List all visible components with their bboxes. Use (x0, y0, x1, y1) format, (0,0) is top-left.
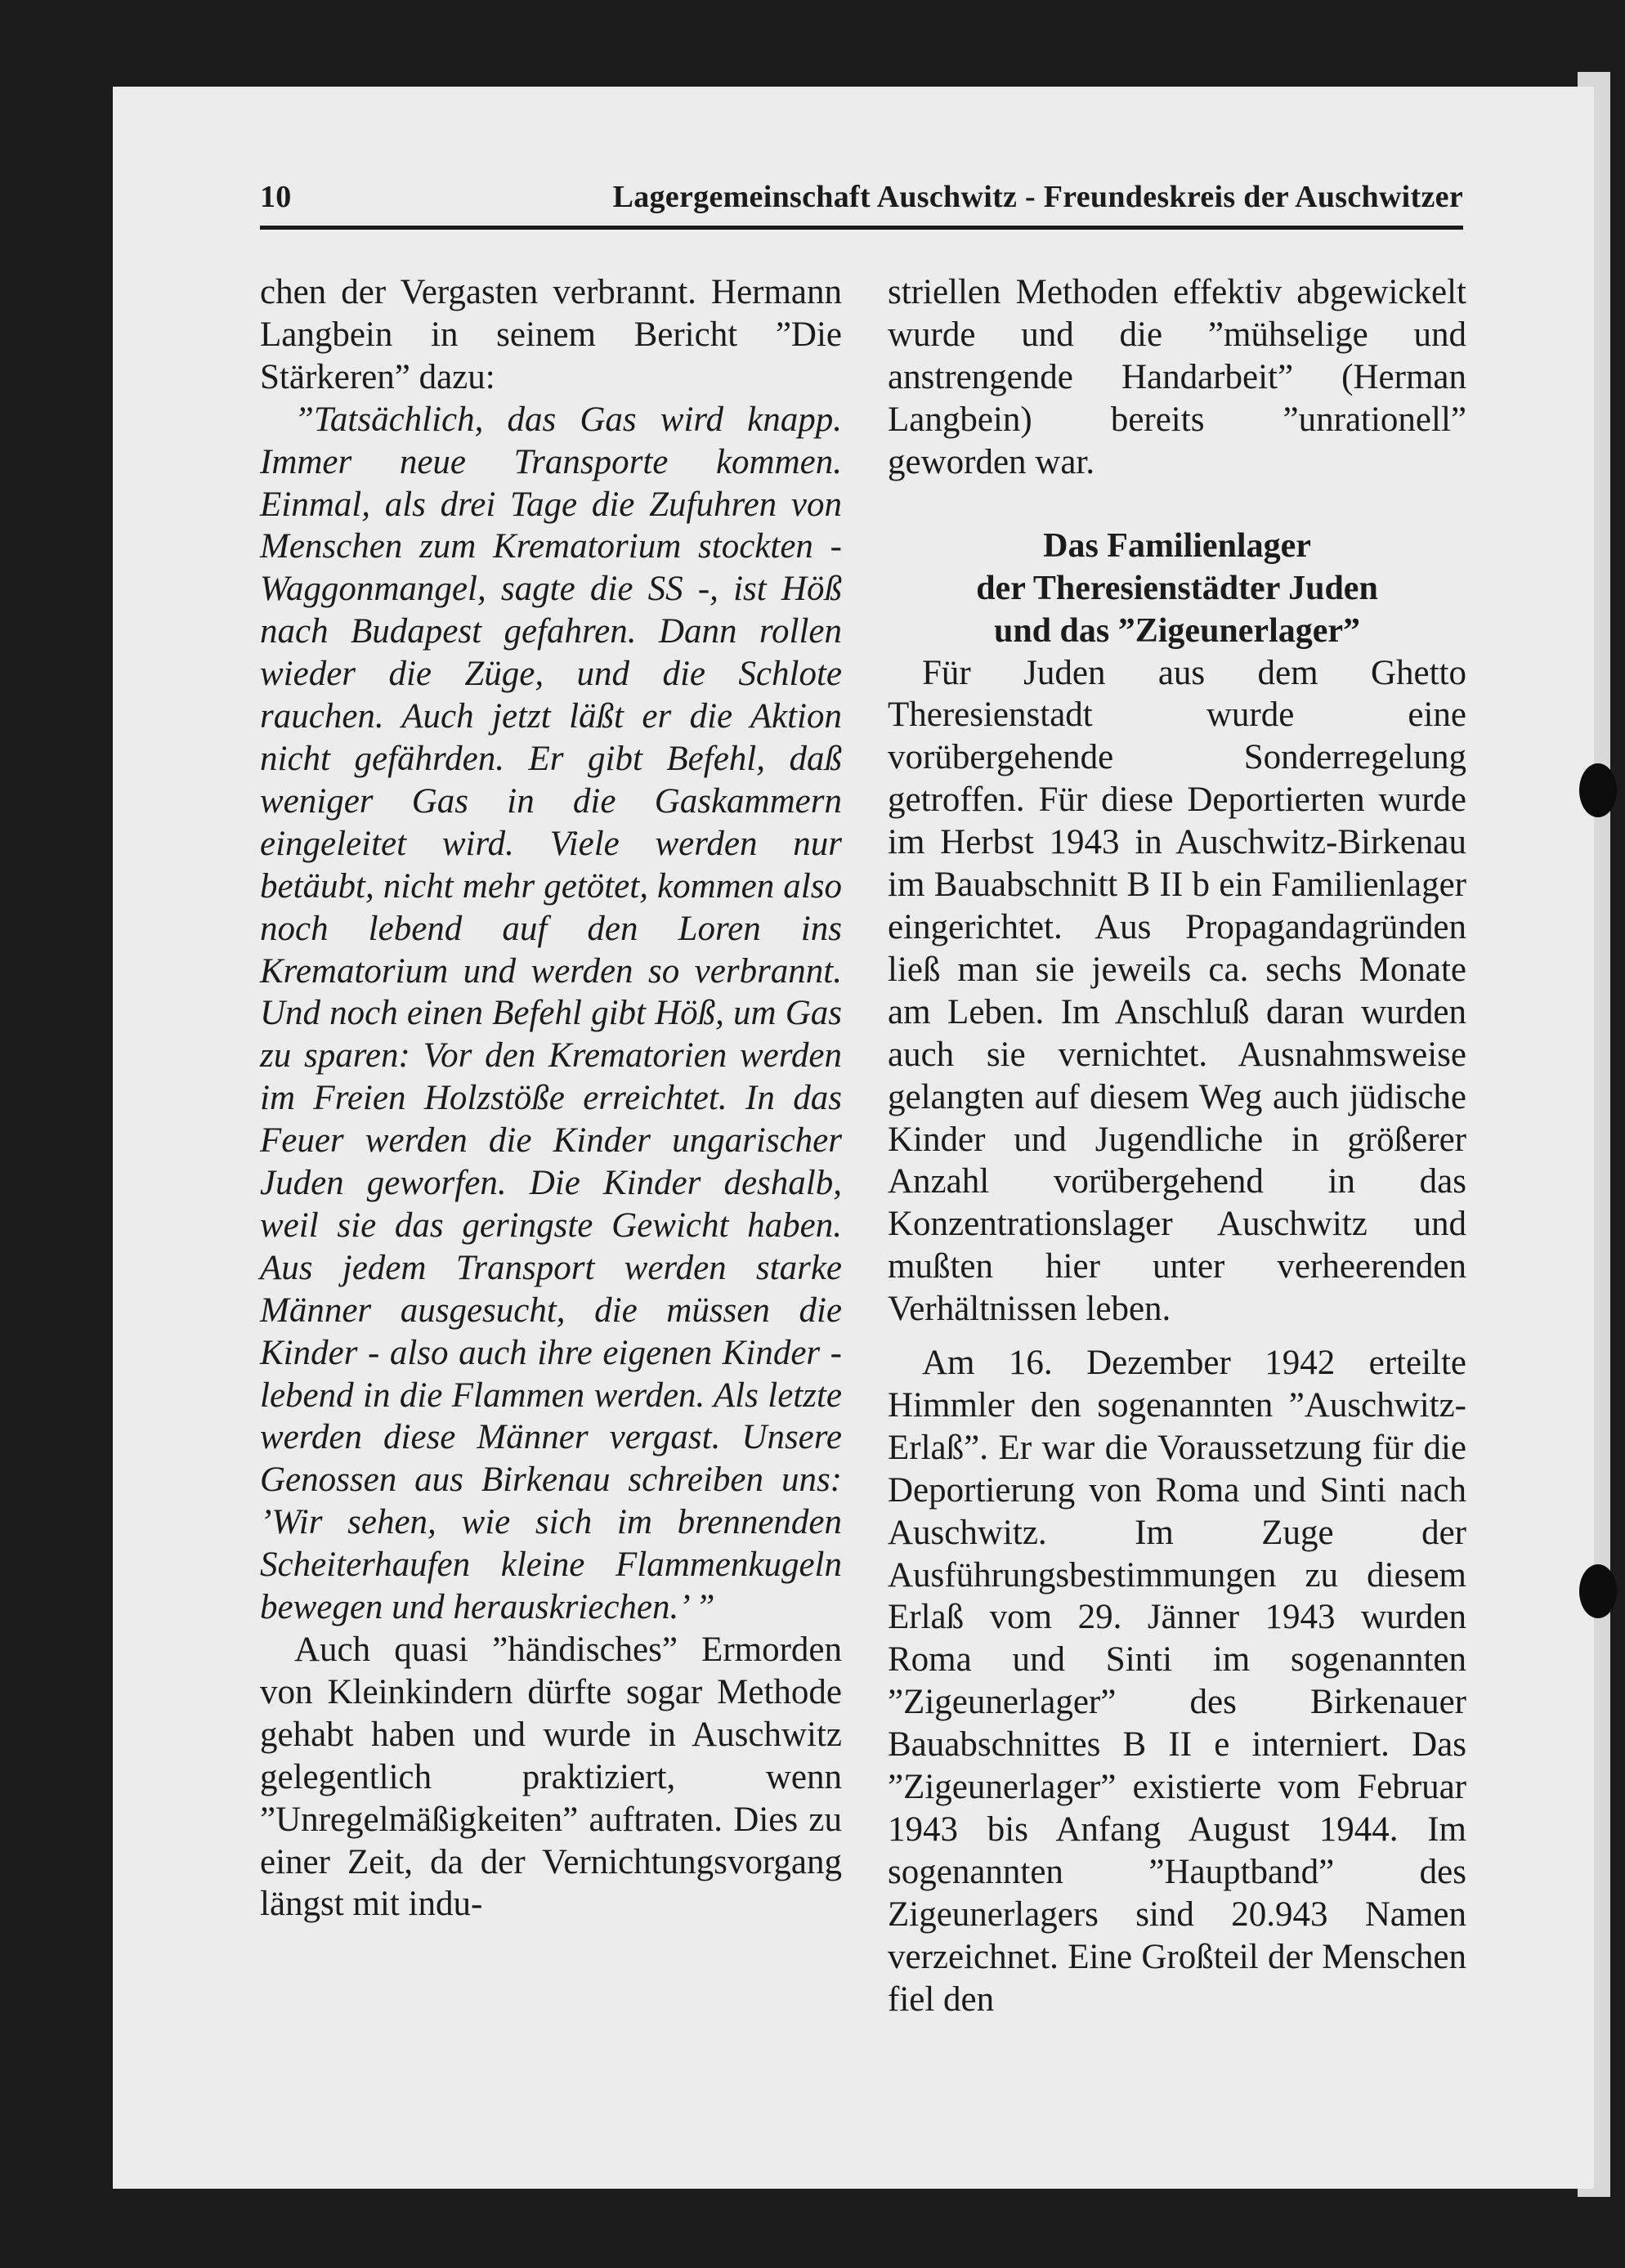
header-title: Lagergemeinschaft Auschwitz - Freundeskreis der Auschwitzer (612, 180, 1463, 214)
running-header (260, 168, 1463, 230)
heading-line-3: und das ”Zigeunerlager” (993, 611, 1361, 650)
punch-hole-lower (1579, 1564, 1617, 1618)
punch-hole-upper (1579, 763, 1617, 817)
right-paragraph-2: Für Juden aus dem Ghetto Theresienstadt wurde eine vorübergehende Sonderregelung getroffen. Für diese Deportierten wurde im Herbst 1943 in Auschwitz-Birkenau im Bauabschnitt B II b ein Familienlager eingerichtet. Aus Propagandagründen ließ man sie jeweils ca. sechs Monate am Leben. Im Anschluß daran wurden auch sie vernichtet. Ausnahmsweise gelangten auf diesem Weg auch jüdische Kinder und Jugendliche in größerer Anzahl vorübergehend in das Konzentrationslager Auschwitz und mußten hier unter verheerenden Verhältnissen leben. (888, 653, 1466, 1329)
document-page (113, 87, 1594, 2189)
heading-line-2: der Theresienstädter Juden (976, 569, 1378, 607)
right-paragraph-1: striellen Methoden effektiv abgewickelt wurde und die ”mühselige und anstrengende Handarbeit” (Herman Langbein) bereits ”unrationell” geworden war. (888, 273, 1466, 481)
langbein-quote: ”Tatsächlich, das Gas wird knapp. Immer neue Transporte kommen. Einmal, als drei Tage die Zufuhren von Menschen zum Krematorium stockten - Waggonmangel, sagte die SS -, ist Höß nach Budapest gefahren. Dann rollen wieder die Züge, und die Schlote rauchen. Auch jetzt läßt er die Aktion nicht gefährden. Er gibt Befehl, daß weniger Gas in die Gaskammern eingeleitet wird. Viele werden nur betäubt, nicht mehr getötet, kommen also noch lebend auf den Loren ins Krematorium und werden so verbrannt. Und noch einen Befehl gibt Höß, um Gas zu sparen: Vor den Krematorien werden im Freien Holzstöße erreichtet. In das Feuer werden die Kinder ungarischer Juden geworfen. Die Kinder deshalb, weil sie das geringste Gewicht haben. Aus jedem Transport werden starke Männer ausgesucht, die müssen die Kinder - also auch ihre eigenen Kinder - lebend in die Flammen werden. Als letzte werden diese Männer vergast. Unsere Genossen aus Birkenau schreiben uns: ’Wir sehen, wie sich im brennenden Scheiterhaufen kleine Flammenkugeln bewegen und herauskriechen.’ ” (260, 400, 842, 1627)
left-paragraph-2: Auch quasi ”händisches” Ermorden von Kleinkindern dürfte sogar Methode gehabt haben und wurde in Auschwitz gelegentlich praktiziert, wenn ”Unregelmäßigkeiten” auftraten. Dies zu einer Zeit, da der Vernichtungsvorgang längst mit indu- (260, 1631, 842, 1924)
right-column (888, 271, 1466, 2021)
left-column (260, 271, 842, 1926)
left-paragraph-1: chen der Vergasten verbrannt. Hermann Langbein in seinem Bericht ”Die Stärkeren” dazu: (260, 273, 842, 396)
right-paragraph-3: Am 16. Dezember 1942 erteilte Himmler den sogenannten ”Auschwitz-Erlaß”. Er war die Voraussetzung für die Deportierung von Roma und Sinti nach Auschwitz. Im Zuge der Ausführungsbestimmungen zu diesem Erlaß vom 29. Jänner 1943 wurden Roma und Sinti im sogenannten ”Zigeunerlager” des Birkenauer Bauabschnittes B II e interniert. Das ”Zigeunerlager” existierte vom Februar 1943 bis Anfang August 1944. Im sogenannten ”Hauptband” des Zigeunerlagers sind 20.943 Namen verzeichnet. Eine Großteil der Menschen fiel den (888, 1344, 1466, 2019)
page-number: 10 (260, 180, 292, 214)
section-heading (888, 525, 1466, 652)
heading-line-1: Das Familienlager (1043, 526, 1311, 565)
